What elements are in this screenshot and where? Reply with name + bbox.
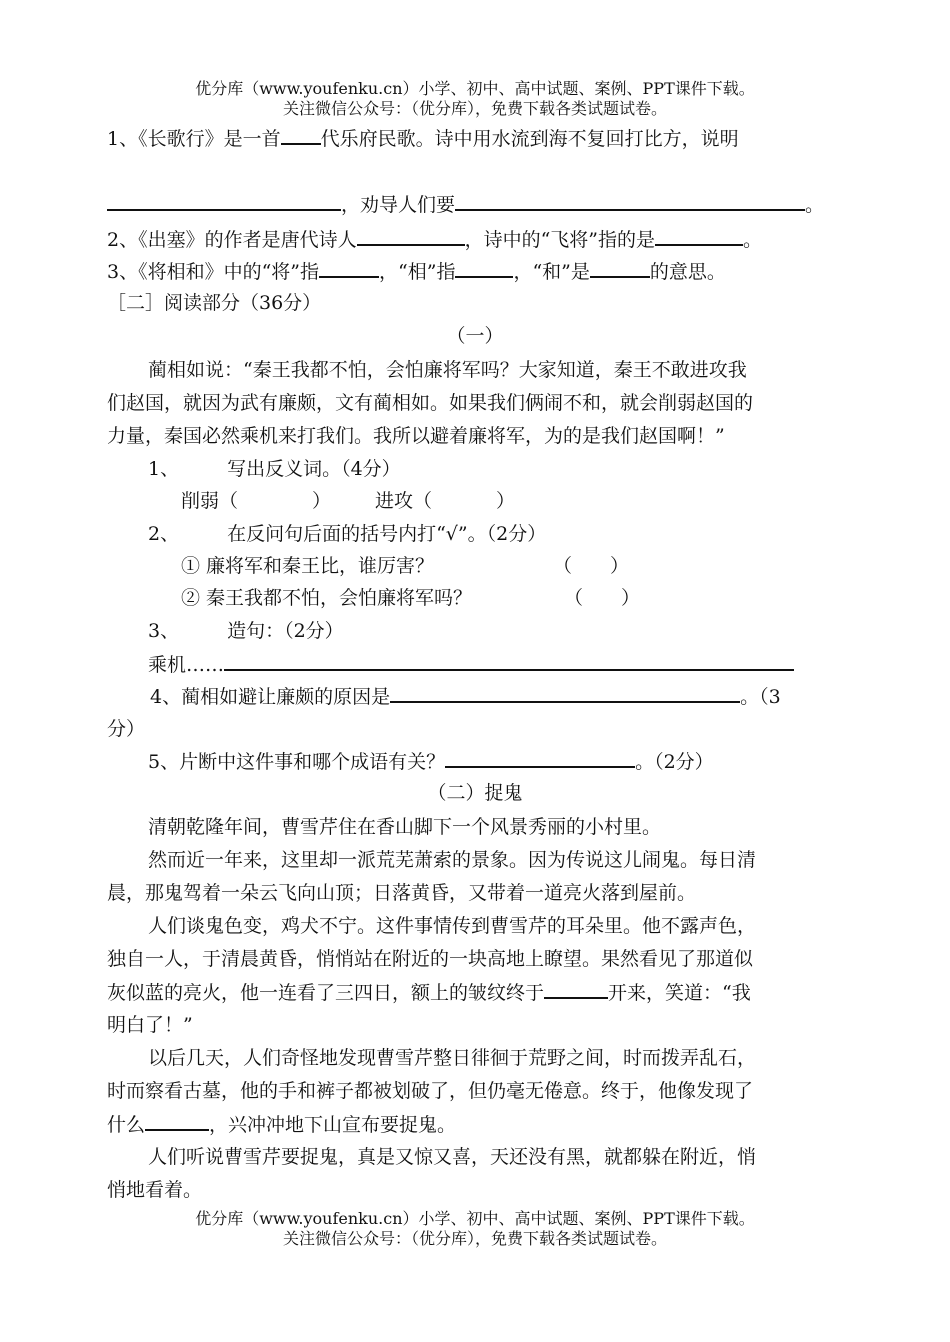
story-line-10 xyxy=(107,1111,456,1138)
part-1-paragraph-line-3: 力量，秦国必然乘机来打我们。我所以避着廉将军，为的是我们赵国啊！” xyxy=(107,425,725,447)
part-1-question-4 xyxy=(150,683,781,710)
story-text: 开来，笑道：“我 xyxy=(608,982,751,1004)
paren-close: ） xyxy=(496,490,516,512)
question-3-text-a: 3、《将相和》中的“将”指 xyxy=(107,261,320,283)
story-text: ，兴冲冲地下山宣布要捉鬼。 xyxy=(209,1114,457,1136)
footer-line-1: 优分库（www.youfenku.cn）小学、初中、高中试题、案例、PPT课件下载。 xyxy=(195,1209,755,1228)
answer-blank[interactable] xyxy=(319,258,379,278)
answer-blank[interactable] xyxy=(655,226,743,246)
question-1-text-d: 。 xyxy=(805,194,825,216)
story-line-11: 人们听说曹雪芹要捉鬼，真是又惊又喜，天还没有黑，就都躲在附近，悄 xyxy=(148,1146,757,1168)
story-line-2: 然而近一年来，这里却一派荒芜萧索的景象。因为传说这儿闹鬼。每日清 xyxy=(148,849,757,871)
question-score: 。（3 xyxy=(740,686,781,708)
question-3 xyxy=(107,258,726,285)
story-text: 灰似蓝的亮火，他一连看了三四日，额上的皱纹终于 xyxy=(107,982,545,1004)
option-1-checkbox[interactable]: （ ） xyxy=(553,555,630,577)
part-1-question-4-cont: 分） xyxy=(107,718,146,740)
question-number: 2、 xyxy=(148,523,180,545)
answer-blank[interactable] xyxy=(281,125,321,145)
story-line-1: 清朝乾隆年间，曹雪芹住在香山脚下一个风景秀丽的小村里。 xyxy=(148,816,662,838)
question-1-text-a: 1、《长歌行》是一首 xyxy=(107,128,281,150)
option-1: ① 廉将军和秦王比，谁厉害？ xyxy=(181,555,435,577)
question-text: 造句：（2分） xyxy=(227,620,344,642)
part-1-question-3 xyxy=(148,618,344,644)
question-2-text-c: 。 xyxy=(743,229,763,251)
question-text: 5、片断中这件事和哪个成语有关？ xyxy=(148,751,446,773)
paren-close: ） xyxy=(312,490,332,512)
question-1-text-c: ，劝导人们要 xyxy=(341,194,456,216)
part-1-question-5 xyxy=(148,748,714,775)
question-text: 4、蔺相如避让廉颇的原因是 xyxy=(150,686,391,708)
question-2-text-a: 2、《出塞》的作者是唐代诗人 xyxy=(107,229,357,251)
part-2-title: （二）捉鬼 xyxy=(427,782,523,804)
question-2-text-b: ，诗中的“飞将”指的是 xyxy=(464,229,656,251)
header-line-1: 优分库（www.youfenku.cn）小学、初中、高中试题、案例、PPT课件下载。 xyxy=(195,79,755,98)
question-number: 3、 xyxy=(148,620,180,642)
question-3-text-c: ，“和”是 xyxy=(513,261,590,283)
option-2-checkbox[interactable]: （ ） xyxy=(564,587,641,609)
antonym-row xyxy=(181,488,515,514)
answer-blank[interactable] xyxy=(357,226,465,246)
part-1-paragraph-line-1: 蔺相如说：“秦王我都不怕，会怕廉将军吗？大家知道，秦王不敢进攻我 xyxy=(148,359,747,381)
option-2: ② 秦王我都不怕，会怕廉将军吗？ xyxy=(181,587,473,609)
question-3-text-b: ，“相”指 xyxy=(379,261,456,283)
story-line-9: 时而察看古墓，他的手和裤子都被划破了，但仍毫无倦意。终于，他像发现了 xyxy=(107,1080,754,1102)
footer-line-2: 关注微信公众号：（优分库），免费下载各类试题试卷。 xyxy=(282,1229,667,1248)
part-1-question-1 xyxy=(148,456,401,482)
answer-blank[interactable] xyxy=(224,651,794,671)
question-1-line-2 xyxy=(107,191,824,218)
antonym-word-2: 进攻（ xyxy=(375,490,433,512)
question-score: 。（2分） xyxy=(635,751,714,773)
header-line-2: 关注微信公众号：（优分库），免费下载各类试题试卷。 xyxy=(282,99,667,118)
story-line-5: 独自一人，于清晨黄昏，悄悄站在附近的一块高地上瞭望。果然看见了那道似 xyxy=(107,948,754,970)
question-3-text-d: 的意思。 xyxy=(649,261,726,283)
question-1-text-b: 代乐府民歌。诗中用水流到海不复回打比方，说明 xyxy=(320,128,739,150)
story-line-12: 悄地看着。 xyxy=(107,1179,203,1201)
answer-blank[interactable] xyxy=(544,979,608,999)
question-1-line-1 xyxy=(107,125,739,152)
story-line-8: 以后几天，人们奇怪地发现曹雪芹整日徘徊于荒野之间，时而拨弄乱石， xyxy=(148,1047,757,1069)
answer-blank[interactable] xyxy=(107,191,341,211)
part-1-title: （一） xyxy=(446,325,504,347)
question-text: 写出反义词。（4分） xyxy=(227,458,401,480)
part-1-question-2 xyxy=(148,521,546,547)
answer-blank[interactable] xyxy=(590,258,650,278)
answer-blank[interactable] xyxy=(455,258,513,278)
story-line-3: 晨，那鬼驾着一朵云飞向山顶；日落黄昏，又带着一道亮火落到屋前。 xyxy=(107,882,697,904)
question-text: 在反问句后面的括号内打“√”。（2分） xyxy=(227,523,547,545)
story-text: 什么 xyxy=(107,1114,146,1136)
story-line-4: 人们谈鬼色变，鸡犬不宁。这件事情传到曹雪芹的耳朵里。他不露声色， xyxy=(148,915,757,937)
antonym-word-1: 削弱（ xyxy=(181,490,239,512)
story-line-6 xyxy=(107,979,751,1006)
sentence-row xyxy=(148,651,794,678)
answer-blank[interactable] xyxy=(455,191,805,211)
answer-blank[interactable] xyxy=(390,683,740,703)
story-line-7: 明白了！” xyxy=(107,1014,193,1036)
question-number: 1、 xyxy=(148,458,180,480)
question-2 xyxy=(107,226,762,253)
sentence-word: 乘机…… xyxy=(148,654,225,676)
answer-blank[interactable] xyxy=(445,748,635,768)
section-2-title: ［二］阅读部分（36分） xyxy=(107,292,322,314)
answer-blank[interactable] xyxy=(145,1111,209,1131)
part-1-paragraph-line-2: 们赵国，就因为武有廉颇，文有蔺相如。如果我们俩闹不和，就会削弱赵国的 xyxy=(107,392,754,414)
